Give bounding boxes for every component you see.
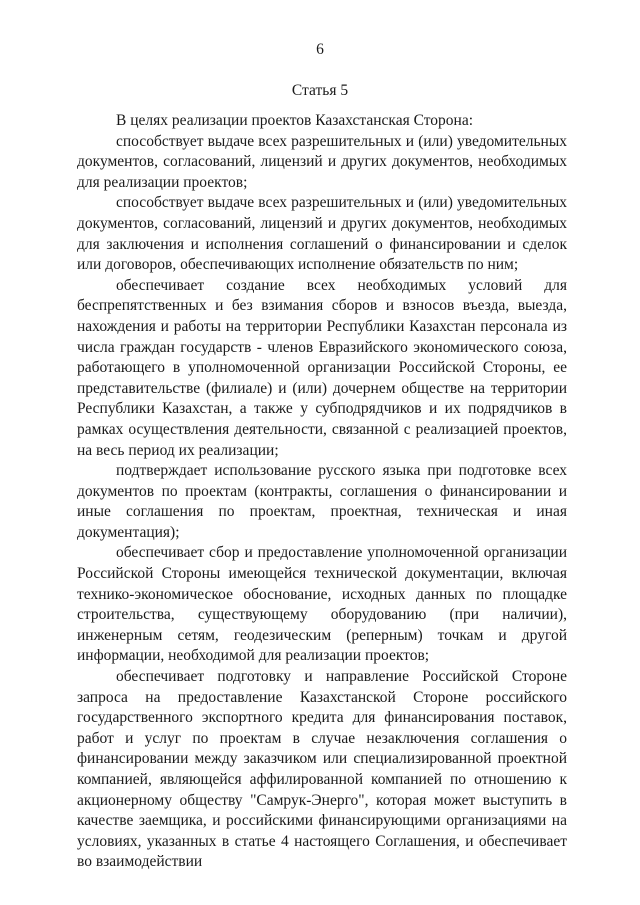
paragraph-personnel-conditions: обеспечивает создание всех необходимых условий для беспрепятственных и без взимания сборов и взносов въезда, выезда, нахождения и работы на территории Республики Казахстан персонала из числа граждан государств - членов Евразийского экономического союза, работающего в уполномоченной организации Российской Стороны, ее представительстве (филиале) и (или) дочернем обществе на территории Республики Казахстан, а также у субподрядчиков и их подрядчиков в рамках осуществления деятельности, связанной с реализацией проектов, на весь период их реализации; [77,276,567,459]
article-body [77,111,567,873]
page-number: 6 [316,41,324,58]
paragraph-permits-financing: способствует выдаче всех разрешительных и (или) уведомительных документов, согласований, лицензий и других документов, необходимых для заключения и исполнения соглашений о финансировании и сделок или договоров, обеспечивающих исполнение обязательств по ним; [77,194,567,274]
paragraph-export-credit-request: обеспечивает подготовку и направление Российской Стороне запроса на предоставление Казахстанской Стороне российского государственного экспортного кредита для финансирования поставок, работ и услуг по проектам в случае незаключения соглашения о финансировании между заказчиком или специализированной проектной компанией, являющейся аффилированной компанией по отношению к акционерному обществу "Самрук-Энерго", которая может выступить в качестве заемщика, и российскими финансирующими организациями на условиях, указанных в статье 4 настоящего Соглашения, и обеспечивает во взаимодействии [77,668,567,871]
paragraph-permits-projects: способствует выдаче всех разрешительных и (или) уведомительных документов, согласований, лицензий и других документов, необходимых для реализации проектов; [77,132,567,191]
paragraph-technical-documentation: обеспечивает сбор и предоставление уполномоченной организации Российской Стороны имеющейся технической документации, включая технико-экономическое обоснование, исходных данных по площадке строительства, существующему оборудованию (при наличии), инженерным сетям, геодезическим (реперным) точкам и другой информации, необходимой для реализации проектов; [77,544,567,665]
article-heading: Статья 5 [291,82,349,99]
paragraph-intro: В целях реализации проектов Казахстанская Сторона: [116,112,474,129]
paragraph-russian-language: подтверждает использование русского языка при подготовке всех документов по проектам (контракты, соглашения о финансировании и иные соглашения по проектам, проектная, техническая и иная документация); [77,462,567,541]
